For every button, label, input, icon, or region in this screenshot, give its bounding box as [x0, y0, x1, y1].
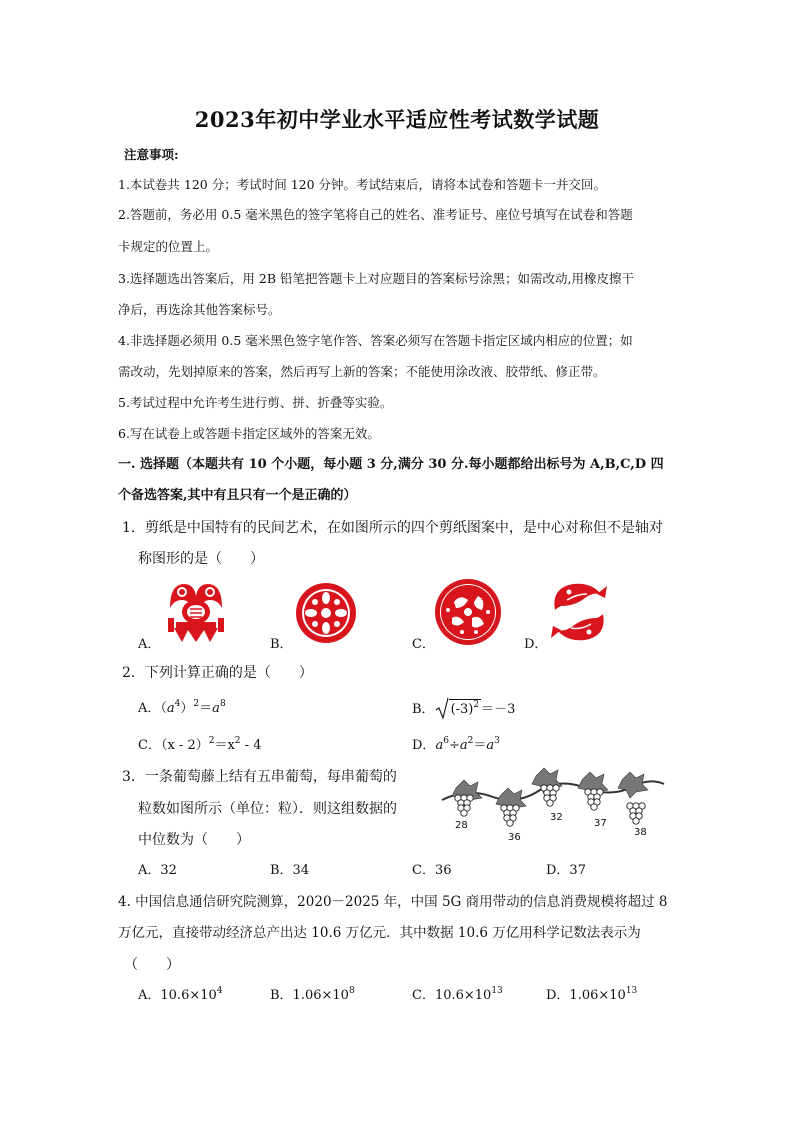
section-heading-cont: 个备选答案,其中有且只有一个是正确的） — [118, 488, 357, 503]
q4-stem-cont: （ ） — [124, 957, 180, 973]
q1-option-b-label: B． — [270, 637, 293, 652]
q2-c-text: （x - 2） — [160, 738, 209, 753]
papercut-flower-circle-image — [293, 582, 359, 644]
q2-c-exp: 2 — [208, 736, 215, 746]
q3-stem: 3．一条葡萄藤上结有五串葡萄，每串葡萄的 — [122, 769, 397, 785]
q2-stem: 2．下列计算正确的是（ ） — [122, 665, 313, 681]
q2-a-exp: 8 — [219, 699, 226, 709]
q4-option-d — [546, 986, 637, 1006]
notice-item: 净后，再选涂其他答案标号。 — [118, 302, 281, 317]
q2-d-exp: 3 — [494, 736, 500, 746]
q3-stem-cont: 粒数如图所示（单位：粒）．则这组数据的 — [138, 801, 397, 817]
q2-a-label: A． — [138, 701, 161, 716]
q2-a-exp: 4 — [174, 699, 181, 709]
q2-a-var: a — [166, 701, 175, 716]
q3-stem-cont: 中位数为（ ） — [138, 832, 250, 848]
q3-option-a: A．32 — [138, 863, 177, 878]
q4-option-c — [412, 986, 503, 1006]
q3-option-c: C．36 — [412, 863, 452, 878]
q2-a-text: ） — [180, 701, 194, 716]
q2-a-text: ＝ — [199, 701, 213, 716]
notice-item: 6.写在试卷上或答题卡指定区域外的答案无效。 — [118, 426, 380, 441]
notice-item: 2.答题前，务必用 0.5 毫米黑色的签字笔将自己的姓名、准考证号、座位号填写在试卷和答题 — [118, 207, 633, 222]
q2-a-var: a — [212, 701, 220, 716]
q2-b-label: B． — [412, 702, 435, 717]
section-heading: 一. 选择题（本题共有 10 个小题，每小题 3 分,满分 30 分.每小题都给出标号为 A,B,C,D 四 — [118, 457, 664, 472]
q2-a-text: （ — [160, 701, 167, 716]
notice-item: 1.本试卷共 120 分；考试时间 120 分钟。考试结束后，请将本试卷和答题卡一并交回。 — [118, 177, 607, 192]
notice-heading: 注意事项: — [124, 147, 179, 162]
q2-d-text: ÷ — [448, 738, 460, 753]
q4-b-exp: 8 — [348, 986, 355, 996]
q2-d-var: a — [435, 738, 444, 753]
notice-item: 5.考试过程中允许考生进行剪、拼、折叠等实验。 — [118, 395, 393, 410]
q2-d-var: a — [459, 738, 468, 753]
grape-count-label: 38 — [634, 827, 647, 838]
papercut-fish-image — [160, 578, 232, 644]
notice-item: 卡规定的位置上。 — [118, 239, 219, 254]
q2-d-exp: 2 — [467, 736, 474, 746]
grape-count-label: 32 — [550, 812, 563, 823]
q2-option-b — [412, 699, 515, 720]
sqrt-sign — [435, 699, 482, 720]
q2-c-exp: 2 — [234, 736, 241, 746]
q2-option-d — [412, 736, 500, 756]
notice-item: 需改动，先划掉原来的答案，然后再写上新的答案；不能使用涂改液、胶带纸、修正带。 — [118, 364, 606, 379]
q4-c-exp: 13 — [491, 986, 503, 996]
q4-c-text: C．10.6×10 — [412, 988, 492, 1003]
q1-option-c-label: C． — [412, 637, 435, 652]
q4-d-text: D．1.06×10 — [546, 988, 626, 1003]
q2-c-text: - 4 — [240, 738, 262, 753]
q2-option-c — [138, 736, 261, 756]
grape-count-label: 28 — [455, 820, 468, 831]
q2-b-rhs: ＝－3 — [481, 702, 516, 717]
q4-b-text: B．1.06×10 — [270, 988, 349, 1003]
q3-option-d: D．37 — [546, 863, 586, 878]
q2-a-exp: 2 — [193, 699, 200, 709]
q2-option-a — [138, 699, 226, 719]
q2-d-var: a — [486, 738, 495, 753]
q2-d-text: ＝ — [473, 738, 487, 753]
q2-c-label: C． — [138, 738, 161, 753]
q3-option-b: B．34 — [270, 863, 310, 878]
q1-option-d-label: D． — [524, 637, 548, 652]
q1-option-a-label: A． — [138, 637, 161, 652]
grape-count-label: 37 — [594, 818, 607, 829]
q2-b-exp: 2 — [473, 700, 480, 710]
papercut-pattern-circle-image — [434, 578, 502, 646]
q4-stem-cont: 万亿元，直接带动经济总产出达 10.6 万亿元．其中数据 10.6 万亿用科学记数法表示为 — [118, 925, 641, 941]
q2-c-text: ＝x — [214, 738, 235, 753]
grape-count-label: 36 — [508, 832, 521, 843]
q4-stem: 4. 中国信息通信研究院测算，2020－2025 年，中国 5G 商用带动的信息消费规模将超过 8 — [118, 894, 668, 910]
exam-title: 2023年初中学业水平适应性考试数学试题 — [194, 107, 600, 132]
notice-item: 3.选择题选出答案后，用 2B 铅笔把答题卡上对应题目的答案标号涂黑；如需改动,用橡皮擦干 — [118, 271, 634, 286]
q4-option-b — [270, 986, 355, 1006]
notice-item: 4.非选择题必须用 0.5 毫米黑色签字笔作答、答案必须写在答题卡指定区域内相应的位置；如 — [118, 333, 633, 348]
q2-d-exp: 6 — [443, 736, 449, 746]
q2-b-radicand: (-3) — [450, 702, 474, 717]
q4-d-exp: 13 — [625, 986, 638, 996]
q4-a-exp: 4 — [216, 986, 223, 996]
q1-stem-cont: 称图形的是（ ） — [138, 551, 264, 567]
q2-d-label: D． — [412, 738, 436, 753]
q1-stem: 1．剪纸是中国特有的民间艺术，在如图所示的四个剪纸图案中，是中心对称但不是轴对 — [122, 520, 663, 536]
q4-option-a — [138, 986, 223, 1006]
q4-a-text: A．10.6×10 — [138, 988, 217, 1003]
papercut-two-fish-image — [547, 580, 611, 644]
